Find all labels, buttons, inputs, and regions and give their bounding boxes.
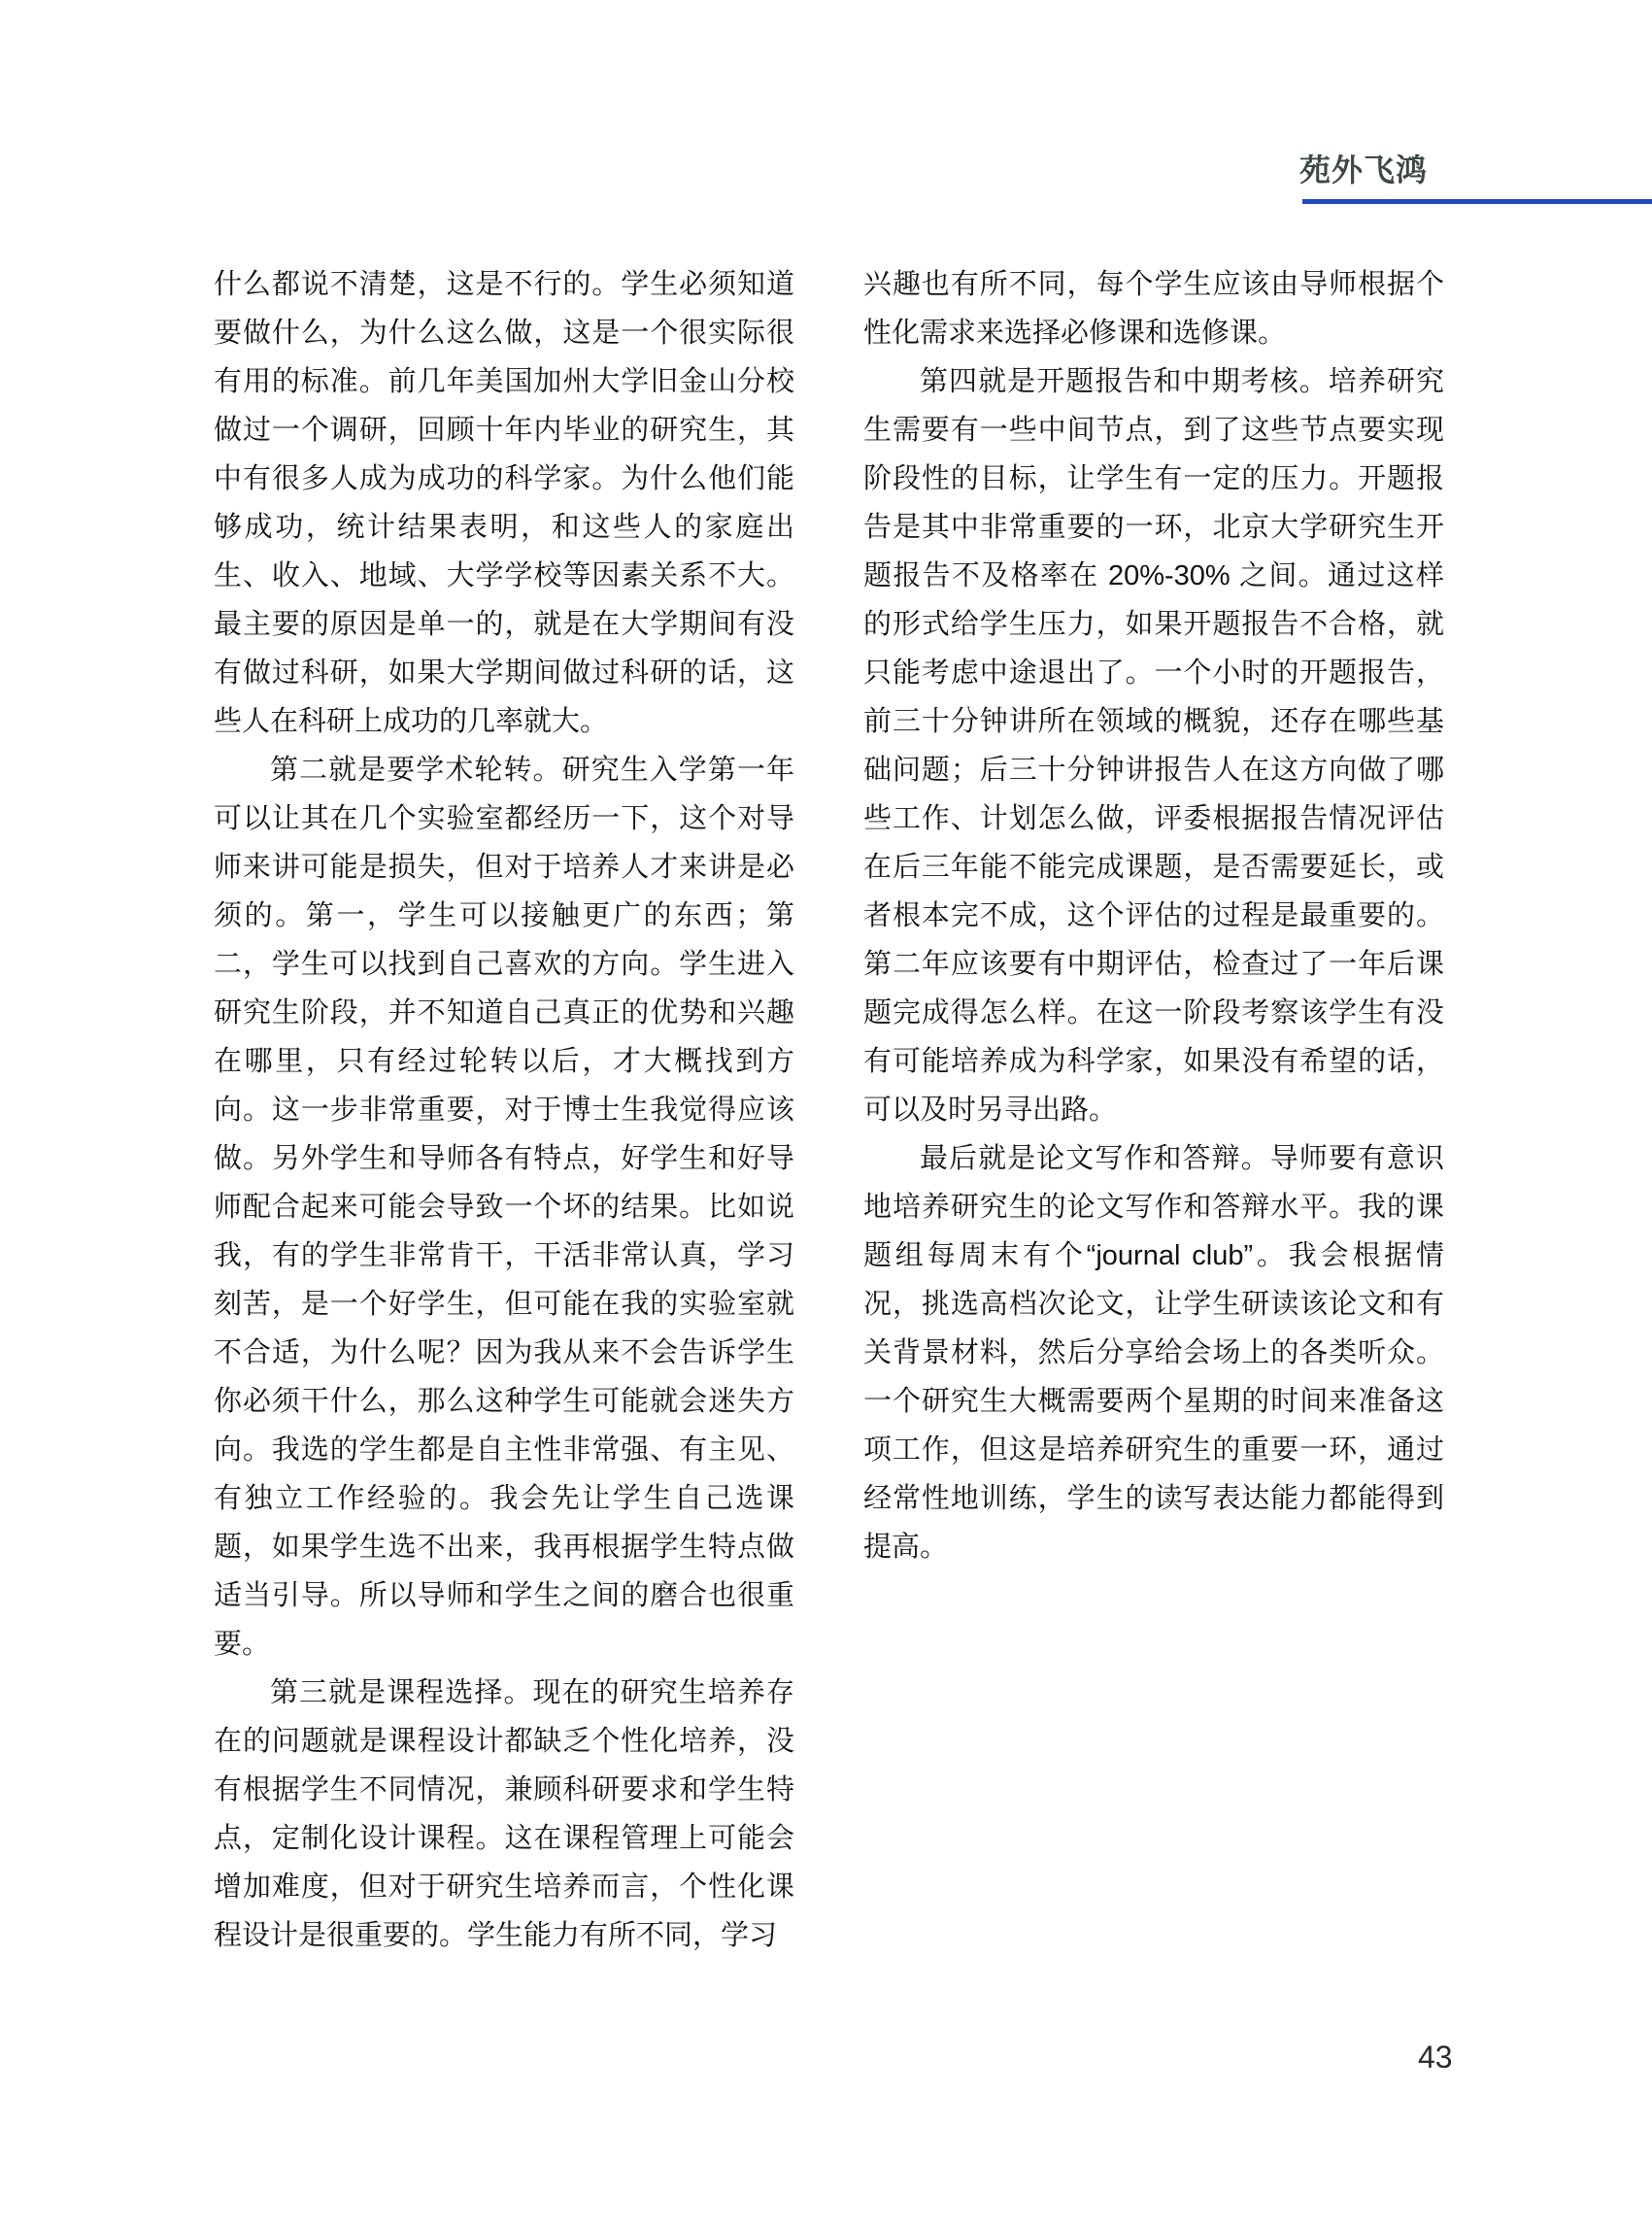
running-head-title: 苑外飞鸿 (1298, 152, 1428, 187)
left-column (214, 260, 794, 1960)
paragraph-continuation: 兴趣也有所不同，每个学生应该由导师根据个性化需求来选择必修课和选修课。 (863, 269, 1444, 349)
right-column (863, 260, 1444, 1571)
paragraph-third-point: 第三就是课程选择。现在的研究生培养存在的问题就是课程设计都缺乏个性化培养，没有根据学生不同情况，兼顾科研要求和学生特点，定制化设计课程。这在课程管理上可能会增加难度，但对于研究生培养而言，个性化课程设计是很重要的。学生能力有所不同，学习 (214, 1677, 794, 1951)
paragraph-continuation: 什么都说不清楚，这是不行的。学生必须知道要做什么，为什么这么做，这是一个很实际很有用的标准。前几年美国加州大学旧金山分校做过一个调研，回顾十年内毕业的研究生，其中有很多人成为成功的科学家。为什么他们能够成功，统计结果表明，和这些人的家庭出生、收入、地域、大学学校等因素关系不大。最主要的原因是单一的，就是在大学期间有没有做过科研，如果大学期间做过科研的话，这些人在科研上成功的几率就大。 (214, 269, 794, 737)
paragraph-second-point: 第二就是要学术轮转。研究生入学第一年可以让其在几个实验室都经历一下，这个对导师来讲可能是损失，但对于培养人才来讲是必须的。第一，学生可以接触更广的东西；第二，学生可以找到自己喜欢的方向。学生进入研究生阶段，并不知道自己真正的优势和兴趣在哪里，只有经过轮转以后，才大概找到方向。这一步非常重要，对于博士生我觉得应该做。另外学生和导师各有特点，好学生和好导师配合起来可能会导致一个坏的结果。比如说我，有的学生非常肯干，干活非常认真，学习刻苦，是一个好学生，但可能在我的实验室就不合适，为什么呢？因为我从来不会告诉学生你必须干什么，那么这种学生可能就会迷失方向。我选的学生都是自主性非常强、有主见、有独立工作经验的。我会先让学生自己选课题，如果学生选不出来，我再根据学生特点做适当引导。所以导师和学生之间的磨合也很重要。 (214, 755, 794, 1660)
paragraph-final-point: 最后就是论文写作和答辩。导师要有意识地培养研究生的论文写作和答辩水平。我的课题组每周末有个“journal club”。我会根据情况，挑选高档次论文，让学生研读该论文和有关背景材料，然后分享给会场上的各类听众。一个研究生大概需要两个星期的时间来准备这项工作，但这是培养研究生的重要一环，通过经常性地训练，学生的读写表达能力都能得到提高。 (863, 1143, 1444, 1563)
header-rule (1302, 199, 1652, 204)
paragraph-fourth-point: 第四就是开题报告和中期考核。培养研究生需要有一些中间节点，到了这些节点要实现阶段性的目标，让学生有一定的压力。开题报告是其中非常重要的一环，北京大学研究生开题报告不及格率在 20%-30% 之间。通过这样的形式给学生压力，如果开题报告不合格，就只能考虑中途退出了。一个小时的开题报告，前三十分钟讲所在领域的概貌，还存在哪些基础问题；后三十分钟讲报告人在这方向做了哪些工作、计划怎么做，评委根据报告情况评估在后三年能不能完成课题，是否需要延长，或者根本完不成，这个评估的过程是最重要的。第二年应该要有中期评估，检查过了一年后课题完成得怎么样。在这一阶段考察该学生有没有可能培养成为科学家，如果没有希望的话，可以及时另寻出路。 (863, 366, 1444, 1126)
page-number: 43 (1418, 2040, 1453, 2074)
